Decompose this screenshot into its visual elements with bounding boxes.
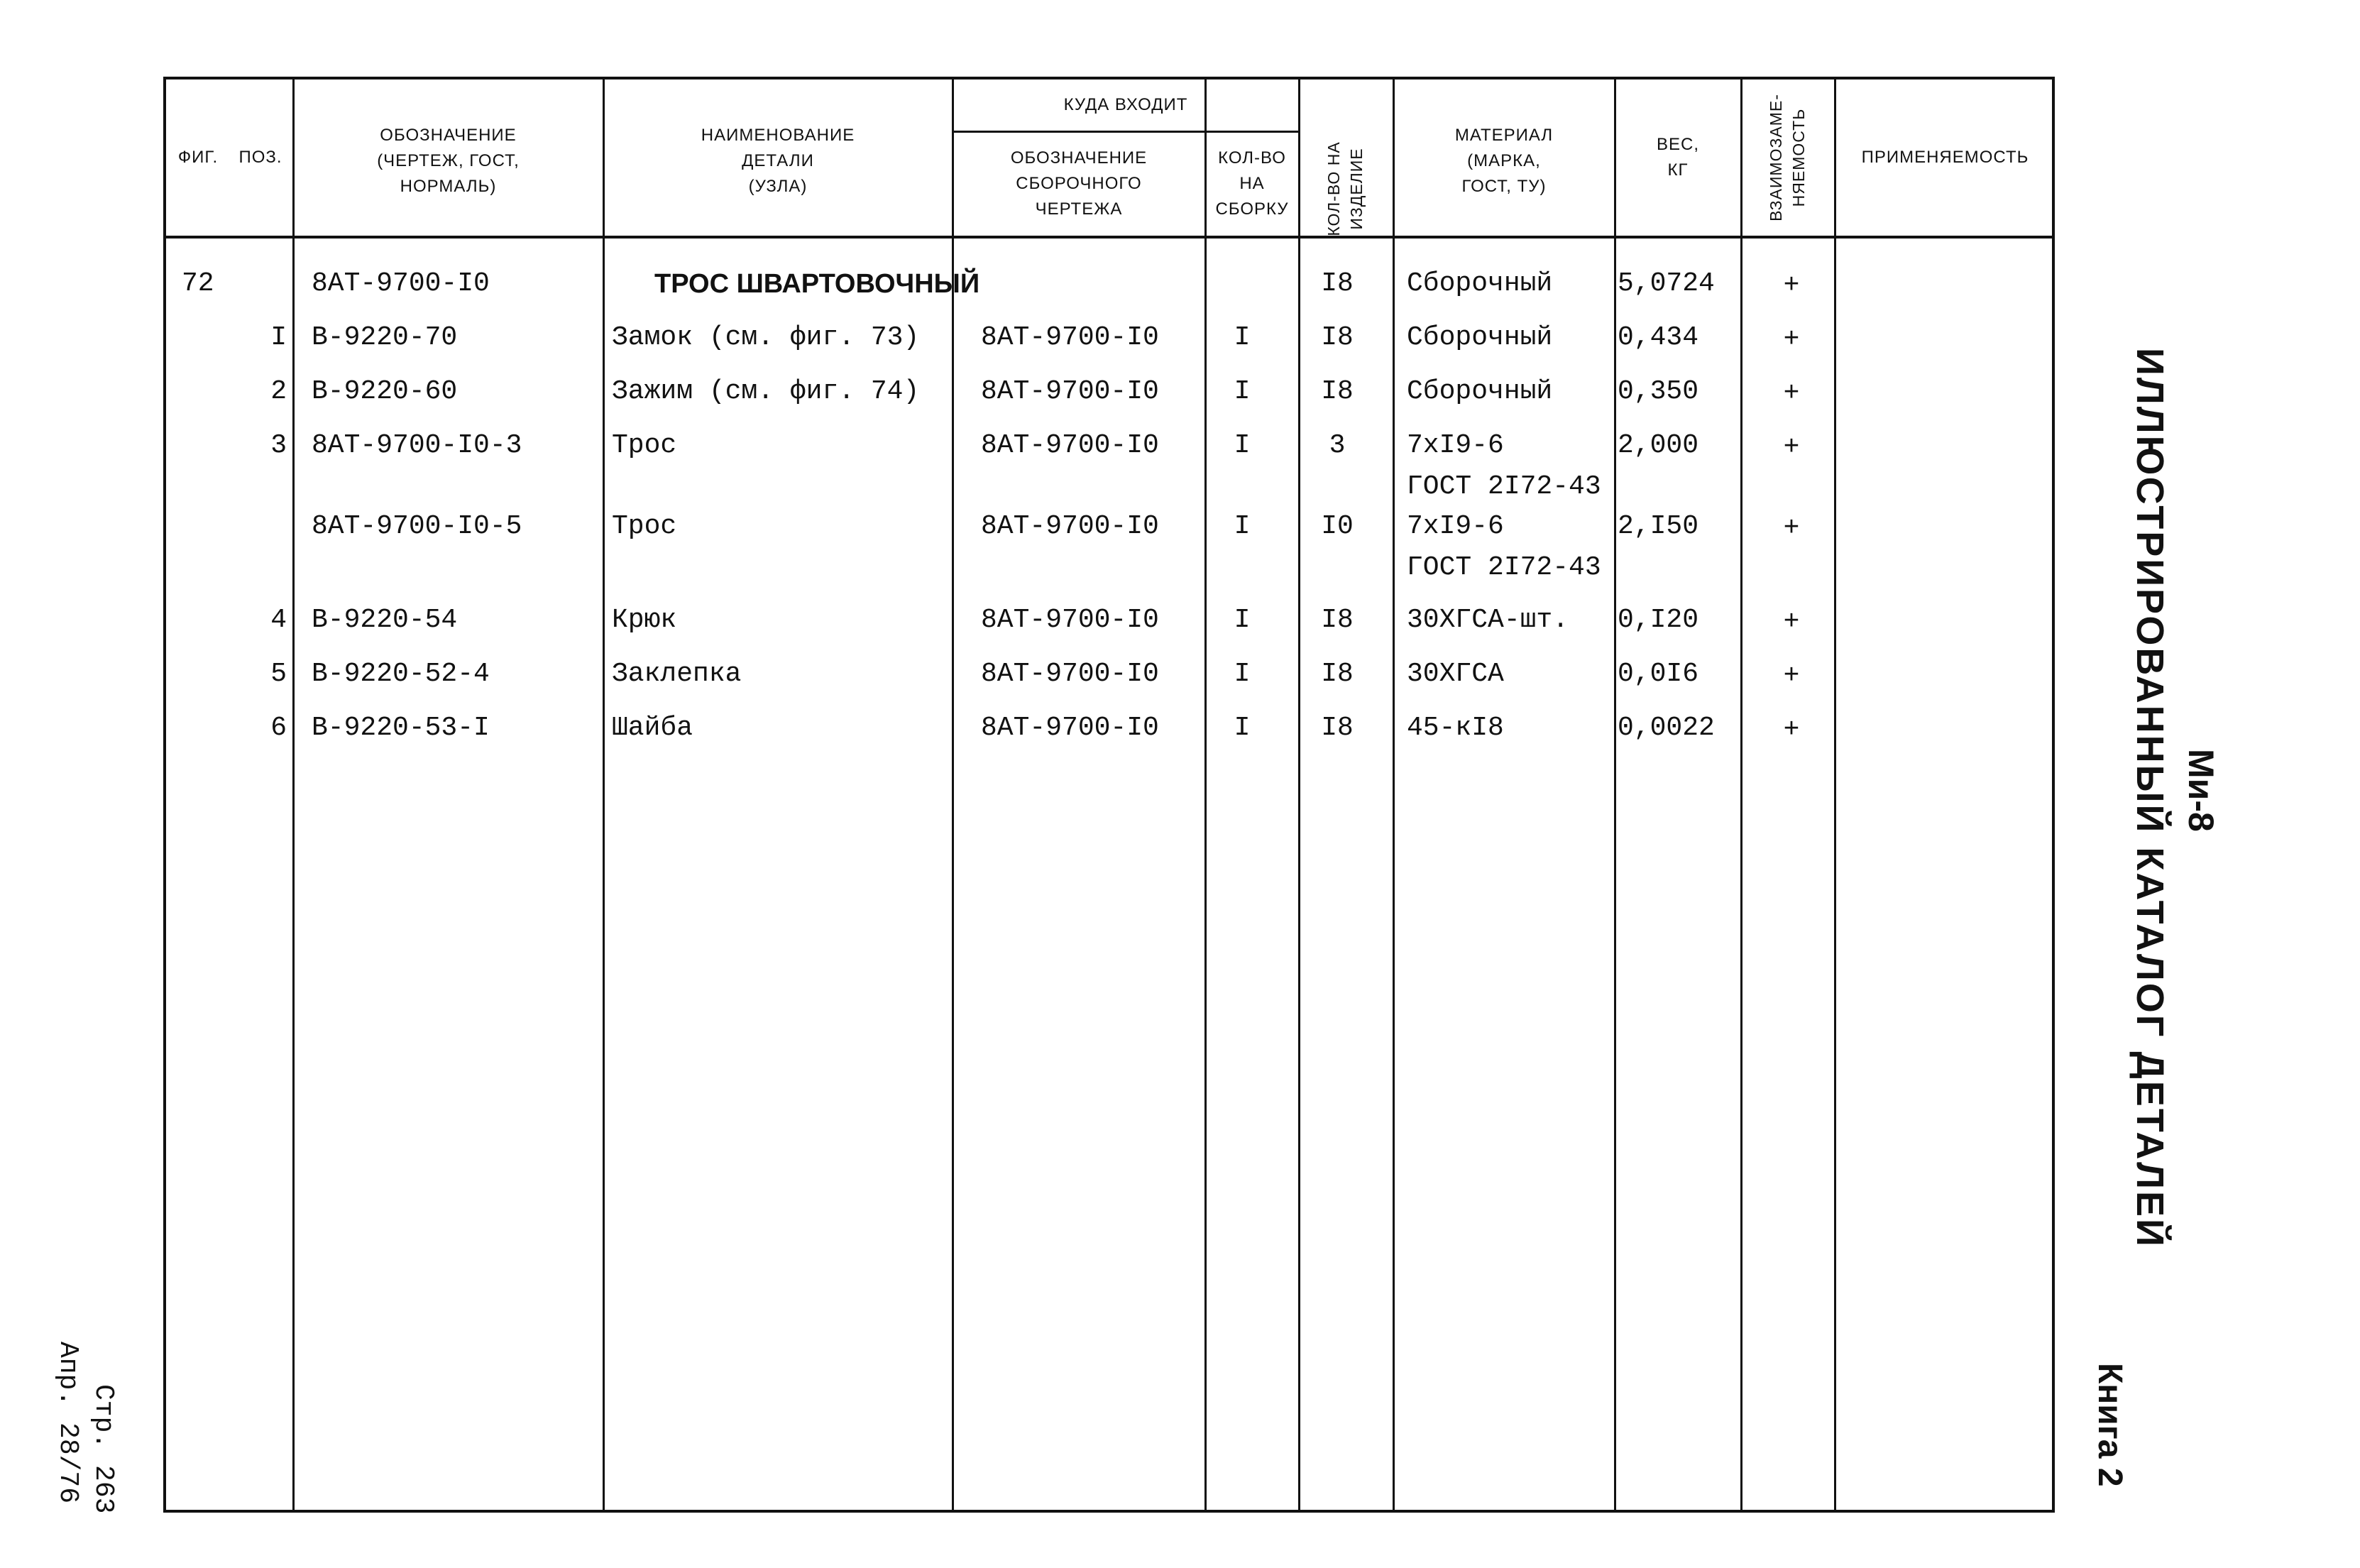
cell-designation: 8AT-9700-I0-3	[312, 430, 522, 461]
cell-qty-assembly: I	[1234, 322, 1251, 353]
revision-date: Апр. 28/76	[53, 1342, 83, 1504]
cell-qty-assembly: I	[1234, 659, 1251, 689]
cell-assembly: 8AT-9700-I0	[981, 511, 1159, 542]
cell-assembly: 8AT-9700-I0	[981, 376, 1159, 407]
cell-designation: B-9220-60	[312, 376, 458, 407]
cell-material: 45-кI8	[1407, 713, 1504, 743]
cell-material: Сборочный	[1407, 322, 1553, 353]
cell-name: ТРОС ШВАРТОВОЧНЫЙ	[654, 269, 980, 299]
cell-interchangeable: +	[1783, 431, 1800, 461]
cell-name: Зажим (см. фиг. 74)	[612, 376, 920, 407]
cell-qty-product: I0	[1321, 511, 1354, 542]
cell-assembly: 8AT-9700-I0	[981, 322, 1159, 353]
header-interchangeability: ВЗАИМОЗАМЕ- НЯЕМОСТЬ	[1767, 94, 1808, 221]
header-divider	[166, 236, 2052, 239]
cell-fig: 72	[182, 268, 214, 299]
model-title: Ми-8	[2181, 749, 2221, 832]
cell-designation: B-9220-70	[312, 322, 458, 353]
cell-qty-assembly: I	[1234, 511, 1251, 542]
cell-weight: 0,434	[1618, 322, 1699, 353]
cell-assembly: 8AT-9700-I0	[981, 605, 1159, 635]
column-divider	[1614, 80, 1616, 1510]
cell-interchangeable: +	[1783, 323, 1800, 353]
cell-weight: 0,350	[1618, 376, 1699, 407]
parts-table	[163, 77, 2055, 1513]
cell-qty-product: I8	[1321, 605, 1354, 635]
cell-designation: 8AT-9700-I0	[312, 268, 490, 299]
cell-poz: I	[270, 322, 287, 353]
cell-poz: 4	[270, 605, 287, 635]
header-applicability: ПРИМЕНЯЕМОСТЬ	[1861, 148, 2029, 167]
cell-name: Шайба	[612, 713, 693, 743]
cell-qty-assembly: I	[1234, 376, 1251, 407]
header-weight: ВЕС, КГ	[1656, 135, 1699, 180]
cell-material-standard: ГОСТ 2I72-43	[1407, 552, 1601, 583]
cell-name: Трос	[612, 511, 677, 542]
cell-material: 7хI9-6	[1407, 511, 1504, 542]
header-where-used: КУДА ВХОДИТ	[1063, 95, 1188, 114]
cell-qty-product: I8	[1321, 268, 1354, 299]
cell-name: Трос	[612, 430, 677, 461]
cell-material: Сборочный	[1407, 268, 1553, 299]
header-assembly-designation: ОБОЗНАЧЕНИЕ СБОРОЧНОГО ЧЕРТЕЖА	[1010, 148, 1148, 219]
column-divider	[1393, 80, 1395, 1510]
column-divider	[292, 80, 295, 1510]
cell-designation: B-9220-52-4	[312, 659, 490, 689]
cell-qty-product: I8	[1321, 659, 1354, 689]
header-material: МАТЕРИАЛ (МАРКА, ГОСТ, ТУ)	[1454, 126, 1554, 196]
page-number: Стр. 263	[88, 1384, 119, 1514]
cell-assembly: 8AT-9700-I0	[981, 430, 1159, 461]
cell-material: 30ХГСА-шт.	[1407, 605, 1569, 635]
cell-poz: 5	[270, 659, 287, 689]
cell-weight: 5,0724	[1618, 268, 1715, 299]
cell-weight: 0,I20	[1618, 605, 1699, 635]
column-divider	[603, 80, 605, 1510]
cell-assembly: 8AT-9700-I0	[981, 713, 1159, 743]
cell-interchangeable: +	[1783, 377, 1800, 407]
cell-weight: 2,000	[1618, 430, 1699, 461]
cell-assembly: 8AT-9700-I0	[981, 659, 1159, 689]
cell-material: 30ХГСА	[1407, 659, 1504, 689]
cell-interchangeable: +	[1783, 269, 1800, 299]
cell-weight: 0,0022	[1618, 713, 1715, 743]
cell-poz: 6	[270, 713, 287, 743]
cell-interchangeable: +	[1783, 659, 1800, 689]
header-fig: ФИГ.	[177, 148, 219, 167]
cell-poz: 2	[270, 376, 287, 407]
cell-qty-assembly: I	[1234, 713, 1251, 743]
cell-qty-product: I8	[1321, 713, 1354, 743]
cell-name: Заклепка	[612, 659, 742, 689]
cell-weight: 0,0I6	[1618, 659, 1699, 689]
cell-weight: 2,I50	[1618, 511, 1699, 542]
cell-name: Замок (см. фиг. 73)	[612, 322, 920, 353]
cell-qty-assembly: I	[1234, 605, 1251, 635]
cell-qty-product: 3	[1329, 430, 1346, 461]
cell-poz: 3	[270, 430, 287, 461]
header-qty-product: КОЛ-ВО НА ИЗДЕЛИЕ	[1324, 141, 1366, 236]
cell-designation: B-9220-54	[312, 605, 458, 635]
header-designation: ОБОЗНАЧЕНИЕ (ЧЕРТЕЖ, ГОСТ, НОРМАЛЬ)	[377, 126, 520, 196]
cell-material-standard: ГОСТ 2I72-43	[1407, 471, 1601, 502]
cell-interchangeable: +	[1783, 713, 1800, 743]
cell-name: Крюк	[612, 605, 677, 635]
cell-qty-product: I8	[1321, 322, 1354, 353]
cell-qty-product: I8	[1321, 376, 1354, 407]
cell-material: Сборочный	[1407, 376, 1553, 407]
cell-designation: B-9220-53-I	[312, 713, 490, 743]
cell-interchangeable: +	[1783, 605, 1800, 635]
column-divider	[1204, 80, 1207, 1510]
header-qty-assembly: КОЛ-ВО НА СБОРКУ	[1215, 148, 1289, 219]
book-label: Книга 2	[2091, 1363, 2129, 1487]
catalog-title: ИЛЛЮСТРИРОВАННЫЙ КАТАЛОГ ДЕТАЛЕЙ	[2129, 348, 2171, 1249]
cell-qty-assembly: I	[1234, 430, 1251, 461]
column-divider	[1740, 80, 1742, 1510]
header-name: НАИМЕНОВАНИЕ ДЕТАЛИ (УЗЛА)	[701, 126, 855, 196]
cell-interchangeable: +	[1783, 512, 1800, 542]
header-poz: ПОЗ.	[238, 148, 282, 167]
cell-material: 7хI9-6	[1407, 430, 1504, 461]
cell-designation: 8AT-9700-I0-5	[312, 511, 522, 542]
